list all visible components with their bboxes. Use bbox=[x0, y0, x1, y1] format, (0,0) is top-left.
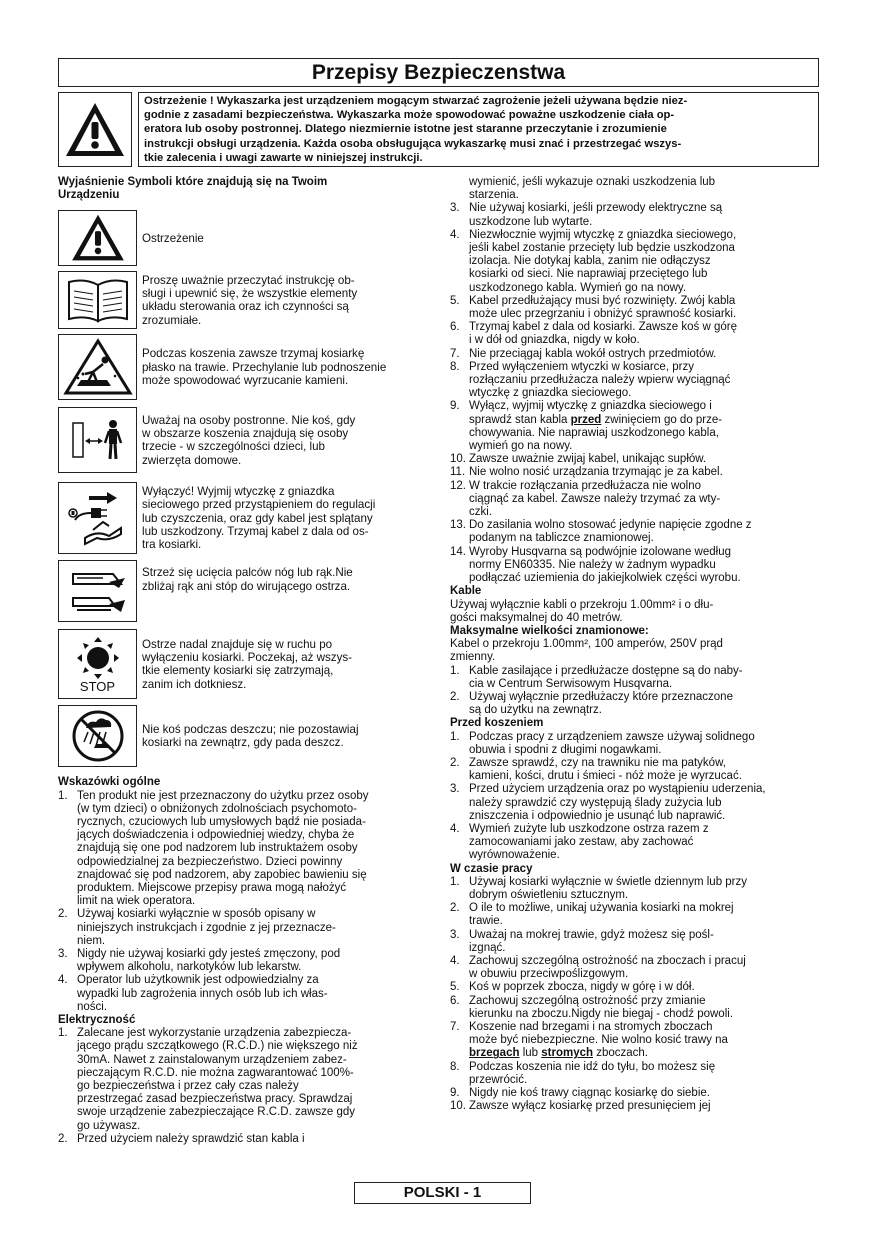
list-item: 2. O ile to możliwe, unikaj używania kosiarki na mokrej trawie. bbox=[450, 902, 734, 928]
symbol-text: Uważaj na osoby postronne. Nie koś, gdy w obszarze koszenia znajdują się osoby trzecie - w szczególności dzieci, lub zwierzęta domowe. bbox=[142, 413, 356, 467]
list-item: 8. Podczas koszenia nie idź do tyłu, bo możesz się przewrócić. bbox=[450, 1060, 716, 1086]
symbol-text: Podczas koszenia zawsze trzymaj kosiarkę płasko na trawie. Przechylanie lub podnoszenie może spowodować wyrzucanie kamieni. bbox=[142, 347, 387, 388]
list-item: 6. Trzymaj kabel z dala od kosiarki. Zawsze koś w górę i w dół od gniazdka, nigdy w koło. bbox=[450, 321, 738, 347]
list-item: 1. Podczas pracy z urządzeniem zawsze używaj solidnego obuwia i spodni z długimi nogawkami. bbox=[450, 730, 755, 756]
before-mowing-list bbox=[450, 731, 822, 863]
stop-label: STOP bbox=[79, 679, 116, 695]
symbol-row bbox=[58, 560, 431, 622]
list-item: 4. Operator lub użytkownik jest odpowiedzialny za wypadki lub zagrożenia innych osób lub ich włas- ności. bbox=[58, 974, 328, 1013]
symbol-row bbox=[58, 705, 431, 767]
during-work-heading: W czasie pracy bbox=[450, 862, 533, 875]
warning-line: godnie z zasadami bezpieczeństwa. Wykaszarka może spowodować poważne uszkodzenie ciała op- bbox=[144, 109, 675, 122]
underlined-word: stromych bbox=[541, 1047, 594, 1060]
list-item: 1. Używaj kosiarki wyłącznie w świetle dziennym lub przy dobrym oświetleniu sztucznym. bbox=[450, 875, 748, 901]
list-item: 4. Wymień zużyte lub uszkodzone ostrza razem z zamocowaniami jako zestaw, aby zachować wyrównoważenie. bbox=[450, 822, 709, 862]
thrown-objects-icon bbox=[58, 334, 137, 400]
list-item: 4. Niezwłocznie wyjmij wtyczkę z gniazdka sieciowego, jeśli kabel zostanie przecięty lub będzie uszkodzona izolacja. Nie dotykaj kabla, zanim nie odłączysz kosiarki od sieci. Nie naprawiaj przeciętego lub uszkodzonego kabla. Wymień go na nowy. bbox=[450, 228, 737, 294]
list-item: 6. Zachowuj szczególną ostrożność przy zmianie kierunku na zboczu.Nigdy nie biegaj - chodź powoli. bbox=[450, 994, 734, 1020]
during-work-section bbox=[450, 863, 822, 1114]
list-item: 3. Uważaj na mokrej trawie, gdyż możesz się pośl- izgnąć. bbox=[450, 928, 714, 954]
symbol-row bbox=[58, 271, 431, 329]
symbol-row bbox=[58, 210, 431, 266]
warning-line: eratora lub osoby postronnej. Dlatego niezmiernie istotne jest staranne przeczytanie i zrozumienie bbox=[144, 123, 667, 136]
cables-section: Kable Używaj wyłącznie kabli o przekroju 1.00mm² i o dłu- gości maksymalnej do 40 metrów. bbox=[450, 585, 822, 625]
symbol-text: Ostrze nadal znajduje się w ruchu po wyłączeniu kosiarki. Poczekaj, aż wszys- tkie elementy kosiarki się zatrzymają, zanim ich dotkniesz. bbox=[142, 637, 353, 691]
cables-heading: Kable bbox=[450, 585, 482, 598]
electrical-list bbox=[58, 1027, 431, 1146]
list-item: 5. Kabel przedłużający musi być rozwinięty. Zwój kabla może ulec przegrzaniu i obniżyć sprawność kosiarki. bbox=[450, 294, 737, 321]
list-item: 11. Nie wolno nosić urządzania trzymając je za kabel. bbox=[450, 466, 723, 479]
right-column bbox=[450, 176, 822, 1113]
rotating-blade-stop-icon bbox=[58, 629, 137, 699]
ratings-list bbox=[450, 665, 822, 718]
symbol-text: Wyłączyć! Wyjmij wtyczkę z gniazdka sieciowego przed przystąpieniem do regulacji lub czyszczenia, oraz gdy kabel jest splątany lub uszkodzony. Trzymaj kabel z dala od os- tra kosiarki. bbox=[142, 485, 376, 552]
ratings-heading: Maksymalne wielkości znamionowe: bbox=[450, 624, 649, 637]
warning-box bbox=[138, 92, 819, 167]
page-title: Przepisy Bezpieczenstwa bbox=[58, 58, 819, 87]
list-item: 9. Wyłącz, wyjmij wtyczkę z gniazdka sieciowego i sprawdź stan kabla przed zwinięciem go do prze- chowywania. Nie naprawiaj uszkodzonego kabla, wymień go na nowy. bbox=[450, 400, 723, 453]
list-item: 12. W trakcie rozłączania przedłużacza nie wolno ciągnąć za kabel. Zawsze należy trzymać za wty- czki. bbox=[450, 479, 721, 519]
symbols-heading: Wyjaśnienie Symboli które znajdują się na Twoim Urządzeniu bbox=[58, 176, 328, 202]
no-rain-icon bbox=[58, 705, 137, 767]
symbol-text: Ostrzeżenie bbox=[142, 231, 204, 245]
list-item-continued: wymienić, jeśli wykazuje oznaki uszkodzenia lub starzenia. bbox=[469, 176, 716, 202]
list-item: 1. Ten produkt nie jest przeznaczony do użytku przez osoby (w tym dzieci) o obniżonych zdolnościach psychomoto- rycznych, czuciowych lub umysłowych bądź nie posiada- jących doświadczenia i odpowiedniej wiedzy, chyba że znajdują się one pod nadzorem lub instruktażem osoby odpowiedzialnej za bezpieczeństwo. Dzieci powinny znajdować się pod nadzorem, aby zapobiec bawieniu się produktem. Miejscowe przepisy prawa mogą nałożyć limit na wiek operatora. bbox=[58, 789, 369, 908]
symbol-text: Nie koś podczas deszczu; nie pozostawiaj kosiarki na zewnątrz, gdy pada deszcz. bbox=[142, 723, 359, 750]
list-item: 10. Zawsze uważnie zwijaj kabel, unikając supłów. bbox=[450, 453, 707, 466]
list-item: 2. Przed użyciem należy sprawdzić stan kabla i bbox=[58, 1132, 305, 1145]
warning-icon-box bbox=[58, 92, 132, 167]
list-item: 10. Zawsze wyłącz kosiarkę przed presunięciem jej bbox=[450, 1100, 711, 1113]
list-item: 1. Zalecane jest wykorzystanie urządzenia zabezpiecza- jącego prądu szczątkowego (R.C.D.) nie większego niż 30mA. Nawet z zainstalowanym urządzeniem zabez- pieczającym R.C.D. nie można zagwarantować 100%- go bezpieczeństwa i przez cały czas należy przestrzegać zasad bezpieczeństwa pracy. Sprawdzaj swoje urządzenie zabezpieczające R.C.D. zawsze gdy go używasz. bbox=[58, 1027, 358, 1132]
list-item: 14. Wyroby Husqvarna są podwójnie izolowane według normy EN60335. Nie należy w żadnym wypadku podłączać uziemienia do jakiejkolwiek części wyrobu. bbox=[450, 545, 741, 585]
list-item: 2. Używaj wyłącznie przedłużaczy które przeznaczone są do użytku na zewnątrz. bbox=[450, 690, 733, 717]
electrical-list-continued bbox=[450, 176, 822, 585]
ratings-section: Maksymalne wielkości znamionowe: Kabel o przekroju 1.00mm², 100 amperów, 250V prąd zmienny. 1. Kable zasilające i przedłużacze dostępne są do naby- cia w Centrum Serwisowym Husqvarna. 2. Używaj wyłącznie przedłużaczy które przeznaczone są do użytku na zewnątrz. bbox=[450, 625, 822, 717]
list-item: 7. Koszenie nad brzegami i na stromych zboczach może być niebezpieczne. Nie wolno kosić trawy na brzegach lub stromych zboczach. bbox=[450, 1021, 728, 1060]
symbol-row bbox=[58, 334, 431, 400]
warning-line: Ostrzeżenie ! Wykaszarka jest urządzeniem mogącym stwarzać zagrożenie jeżeli używana będzie niez- bbox=[144, 95, 688, 107]
symbol-row bbox=[58, 629, 431, 699]
read-manual-icon bbox=[58, 271, 137, 329]
general-section bbox=[58, 776, 431, 1014]
list-item: 1. Kable zasilające i przedłużacze dostępne są do naby- cia w Centrum Serwisowym Husqvarna. bbox=[450, 664, 743, 690]
warning-triangle-icon bbox=[58, 210, 137, 266]
symbol-text: Strzeż się ucięcia palców nóg lub rąk.Nie zbliżaj rąk ani stóp do wirującego ostrza. bbox=[142, 566, 353, 593]
list-item: 2. Używaj kosiarki wyłącznie w sposób opisany w niniejszych instrukcjach i zgodnie z jej przeznacze- niem. bbox=[58, 908, 336, 947]
list-item: 9. Nigdy nie koś trawy ciągnąc kosiarkę do siebie. bbox=[450, 1087, 710, 1100]
warning-line: tkie zalecenia i uwagi zawarte w niniejszej instrukcji. bbox=[144, 151, 423, 164]
underlined-word: przed bbox=[570, 413, 602, 426]
list-item: 4. Zachowuj szczególną ostrożność na zboczach i pracuj w obuwiu przeciwpoślizgowym. bbox=[450, 954, 746, 981]
general-list bbox=[58, 790, 431, 1014]
before-mowing-heading: Przed koszeniem bbox=[450, 717, 544, 730]
underlined-word: brzegach bbox=[469, 1047, 520, 1060]
page-footer: POLSKI - 1 bbox=[354, 1182, 531, 1204]
before-mowing-section bbox=[450, 717, 822, 862]
list-item: 5. Koś w poprzek zbocza, nigdy w górę i w dół. bbox=[450, 981, 695, 994]
bystanders-distance-icon bbox=[58, 407, 137, 473]
list-item: 3. Nigdy nie używaj kosiarki gdy jesteś zmęczony, pod wpływem alkoholu, narkotyków lub lekarstw. bbox=[58, 948, 341, 974]
unplug-icon bbox=[58, 482, 137, 554]
symbol-row bbox=[58, 482, 431, 554]
symbol-row bbox=[58, 407, 431, 473]
list-item: 7. Nie przeciągaj kabla wokół ostrych przedmiotów. bbox=[450, 347, 717, 360]
electrical-section bbox=[58, 1014, 431, 1146]
electrical-heading: Elektryczność bbox=[58, 1014, 136, 1027]
blade-cut-icon bbox=[58, 560, 137, 622]
left-column bbox=[58, 176, 431, 1146]
during-work-list bbox=[450, 876, 822, 1114]
list-item: 3. Przed użyciem urządzenia oraz po wystąpieniu uderzenia, należy sprawdzić czy występują ślady zużycia lub zniszczenia i odpowiednio je usunąć lub naprawić. bbox=[450, 783, 766, 822]
warning-triangle-icon bbox=[63, 100, 127, 160]
list-item: 8. Przed wyłączeniem wtyczki w kosiarce, przy rozłączaniu przedłużacza należy wpierw wyciągnąć wtyczkę z gniazdka sieciowego. bbox=[450, 360, 731, 400]
general-heading: Wskazówki ogólne bbox=[58, 776, 161, 789]
warning-line: instrukcji obsługi urządzenia. Każda osoba obsługująca wykaszarkę musi znać i przestrzegać wszys- bbox=[144, 137, 682, 150]
symbol-text: Proszę uważnie przeczytać instrukcję ob- sługi i upewnić się, że wszystkie elementy układu sterowania oraz ich czynności są zrozumiałe. bbox=[142, 273, 358, 327]
list-item: 3. Nie używaj kosiarki, jeśli przewody elektryczne są uszkodzone lub wytarte. bbox=[450, 202, 723, 228]
list-item: 2. Zawsze sprawdź, czy na trawniku nie ma patyków, kamieni, kości, drutu i śmieci - nóż może je wyrzucać. bbox=[450, 756, 742, 783]
list-item: 13. Do zasilania wolno stosować jedynie napięcie zgodne z podanym na tabliczce znamionowej. bbox=[450, 519, 752, 545]
